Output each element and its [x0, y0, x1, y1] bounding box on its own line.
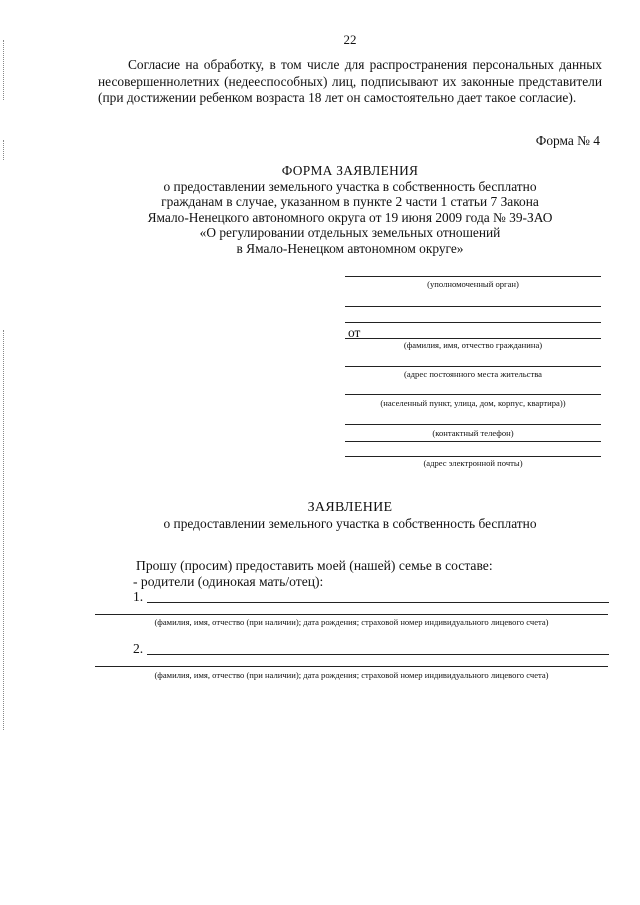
margin-mark	[3, 330, 4, 730]
from-label: от	[348, 325, 361, 340]
entry-caption: (фамилия, имя, отчество (при наличии); дата рождения; страховой номер индивидуального лицевого счета)	[154, 670, 549, 680]
form-header-line: в Ямало-Ненецком автономном округе»	[236, 240, 464, 256]
name-caption: (фамилия, имя, отчество гражданина)	[403, 340, 543, 350]
entry-caption: (фамилия, имя, отчество (при наличии); дата рождения; страховой номер индивидуального лицевого счета)	[154, 617, 549, 627]
address-line[interactable]	[345, 366, 601, 367]
statement-header	[90, 500, 610, 532]
form-header-line: о предоставлении земельного участка в собственность бесплатно	[163, 178, 537, 194]
email-caption: (адрес электронной почты)	[423, 458, 523, 468]
name-line[interactable]	[345, 338, 601, 339]
phone-line[interactable]	[345, 424, 601, 425]
margin-mark	[3, 140, 4, 160]
form-header-line: гражданам в случае, указанном в пункте 2 части 1 статьи 7 Закона	[161, 194, 539, 209]
entry-number: 1.	[133, 589, 144, 604]
authority-line[interactable]	[345, 276, 601, 277]
statement-subtitle: о предоставлении земельного участка в собственность бесплатно	[163, 516, 537, 531]
entry-input-line[interactable]	[147, 602, 609, 603]
authority-caption: (уполномоченный орган)	[427, 279, 519, 289]
form-number: Форма № 4	[535, 133, 600, 148]
page-number: 22	[343, 32, 357, 47]
entry-input-line-2[interactable]	[95, 666, 608, 667]
blank-line[interactable]	[345, 322, 601, 323]
phone-caption: (контактный телефон)	[432, 428, 514, 438]
address-detail-line[interactable]	[345, 394, 601, 395]
form-title: ФОРМА ЗАЯВЛЕНИЯ	[281, 163, 419, 178]
form-header-line: Ямало-Ненецкого автономного округа от 19 июня 2009 года № 39-ЗАО	[147, 209, 553, 225]
email-line[interactable]	[345, 456, 601, 457]
entry-number: 2.	[133, 641, 144, 656]
authority-line-2[interactable]	[345, 306, 601, 307]
request-line: Прошу (просим) предоставить моей (нашей) семье в составе:	[136, 558, 493, 573]
entry-input-line-2[interactable]	[95, 614, 608, 615]
statement-title: ЗАЯВЛЕНИЕ	[307, 500, 393, 515]
entry-input-line[interactable]	[147, 654, 609, 655]
phone-line-2[interactable]	[345, 441, 601, 442]
consent-paragraph: Согласие на обработку, в том числе для распространения персональных данных несовершеннолетних (недееспособных) лиц, подписывают их законные представители (при достижении ребенком возраста 18 лет он самостоятельно дает такое согласие).	[98, 57, 602, 105]
form-header	[90, 163, 610, 256]
margin-mark	[3, 40, 4, 100]
address-caption: (адрес постоянного места жительства	[404, 369, 542, 379]
parents-line: - родители (одинокая мать/отец):	[133, 574, 324, 589]
form-header-line: «О регулировании отдельных земельных отношений	[199, 225, 501, 240]
address-detail-caption: (населенный пункт, улица, дом, корпус, квартира))	[380, 398, 566, 408]
